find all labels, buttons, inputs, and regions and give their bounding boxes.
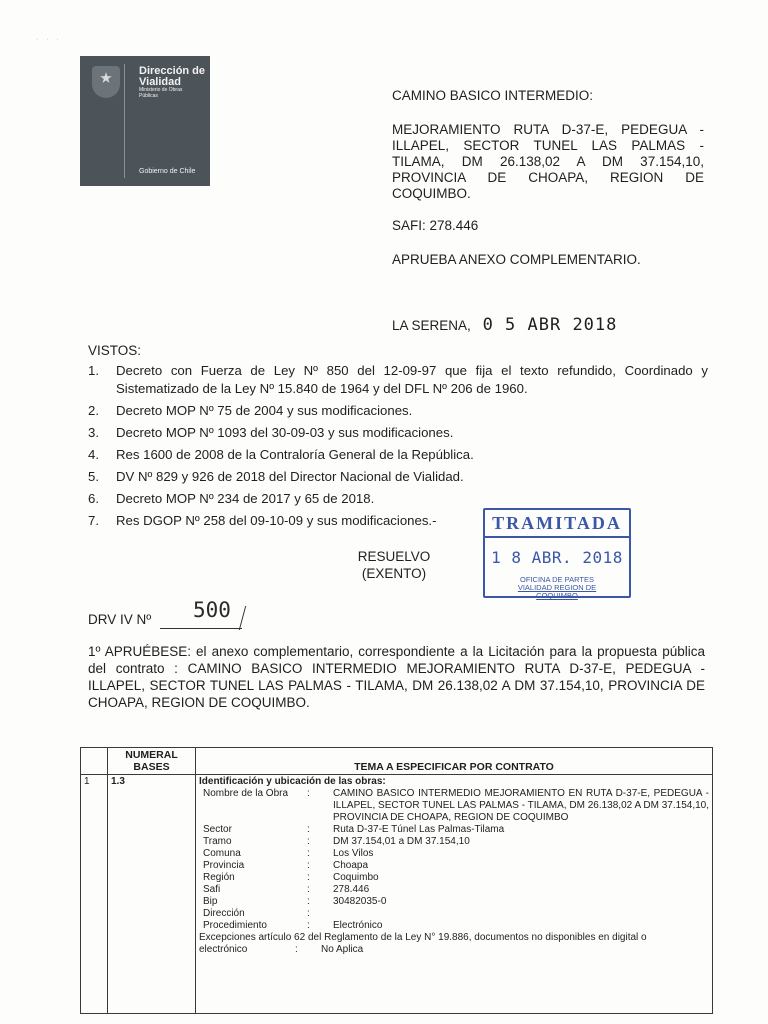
place-name: LA SERENA, bbox=[392, 318, 471, 333]
exceptions-value: No Aplica bbox=[321, 944, 364, 955]
place-date bbox=[392, 317, 704, 334]
list-item bbox=[88, 424, 708, 442]
project-title bbox=[392, 122, 704, 202]
field-row bbox=[199, 920, 709, 932]
header-topic: TEMA A ESPECIFICAR POR CONTRATO bbox=[196, 748, 713, 775]
field-row bbox=[199, 884, 709, 896]
field-value: Choapa bbox=[333, 860, 369, 871]
field-colon: : bbox=[307, 860, 310, 871]
field-label: Región bbox=[203, 872, 235, 883]
logo-title-line1: Dirección de bbox=[139, 65, 206, 77]
list-item bbox=[88, 402, 708, 420]
field-value: Los Vilos bbox=[333, 848, 374, 859]
field-label: Comuna bbox=[203, 848, 241, 859]
field-colon: : bbox=[307, 836, 310, 847]
field-row bbox=[199, 788, 709, 824]
field-label: Nombre de la Obra bbox=[203, 788, 289, 799]
field-value bbox=[333, 908, 709, 920]
item-number: 6. bbox=[88, 491, 99, 506]
field-colon: : bbox=[307, 896, 310, 907]
field-label: Bip bbox=[203, 896, 218, 907]
specification-table bbox=[80, 747, 713, 1014]
list-item bbox=[88, 446, 708, 464]
row-content bbox=[196, 775, 713, 1014]
section-title: Identificación y ubicación de las obras: bbox=[199, 776, 386, 787]
item-text: Decreto MOP Nº 234 de 2017 y 65 de 2018. bbox=[116, 491, 375, 506]
field-row bbox=[199, 836, 709, 848]
field-label: Tramo bbox=[203, 836, 232, 847]
item-text: Res 1600 de 2008 de la Contraloría General de la República. bbox=[116, 447, 474, 462]
project-line: COQUIMBO. bbox=[392, 186, 471, 201]
exceptions-label: electrónico bbox=[199, 944, 248, 955]
field-value: 30482035-0 bbox=[333, 896, 387, 907]
field-colon: : bbox=[307, 848, 310, 859]
logo-divider bbox=[124, 64, 125, 178]
field-label: Sector bbox=[203, 824, 232, 835]
logo-subtitle: Ministerio de Obras Públicas bbox=[139, 87, 183, 99]
stamp-divider bbox=[483, 536, 631, 538]
exceptions-text: Excepciones artículo 62 del Reglamento de la Ley N° 19.886, documentos no disponibles en digital o bbox=[199, 932, 647, 943]
project-line: TILAMA, DM 26.138,02 A DM 37.154,10, bbox=[392, 154, 704, 169]
item-number: 5. bbox=[88, 469, 99, 484]
tramitada-stamp bbox=[483, 508, 631, 598]
field-row bbox=[199, 848, 709, 860]
table-header-row bbox=[81, 748, 713, 775]
drv-slash bbox=[239, 606, 246, 630]
item-number: 1. bbox=[88, 363, 99, 378]
item-text: Res DGOP Nº 258 del 09-10-09 y sus modificaciones.- bbox=[116, 513, 437, 528]
item-number: 7. bbox=[88, 513, 99, 528]
vialidad-logo bbox=[80, 56, 210, 186]
stamp-office-line2: VIALIDAD REGION DE COQUIMBO bbox=[517, 583, 597, 600]
item-text: Decreto MOP Nº 1093 del 30-09-03 y sus modificaciones. bbox=[116, 425, 454, 440]
field-value: DM 37.154,01 a DM 37.154,10 bbox=[333, 836, 470, 847]
list-item bbox=[88, 362, 708, 398]
project-line: ILLAPEL, SECTOR TUNEL LAS PALMAS - bbox=[392, 138, 704, 153]
approves-line: APRUEBA ANEXO COMPLEMENTARIO. bbox=[392, 252, 641, 267]
program-title: CAMINO BASICO INTERMEDIO: bbox=[392, 88, 594, 103]
date-stamp: 0 5 ABR 2018 bbox=[482, 315, 618, 335]
field-value: Electrónico bbox=[333, 920, 383, 931]
list-item bbox=[88, 468, 708, 486]
first-resolution: 1º APRUÉBESE: el anexo complementario, correspondiente a la Licitación para la propuesta pública del contrato : CAMINO BASICO INTERMEDIO MEJORAMIENTO RUTA D-37-E, PEDEGUA - ILLAPEL, SECTOR TUNEL LAS PALMAS - TILAMA, DM 26.138,02 A DM 37.154,10, PROVINCIA DE CHOAPA, REGION DE COQUIMBO. bbox=[88, 644, 705, 710]
field-value: 278.446 bbox=[333, 884, 370, 895]
item-number: 3. bbox=[88, 425, 99, 440]
exceptions-colon: : bbox=[295, 944, 298, 955]
field-label: Dirección bbox=[203, 908, 245, 919]
stamp-office bbox=[499, 576, 615, 600]
row-numeral: 1.3 bbox=[108, 775, 196, 1014]
field-row bbox=[199, 860, 709, 872]
stamp-date: 1 8 ABR. 2018 bbox=[491, 548, 623, 567]
field-value: CAMINO BASICO INTERMEDIO MEJORAMIENTO EN RUTA D-37-E, PEDEGUA - ILLAPEL, SECTOR TUNEL LAS PALMAS - TILAMA, DM 26.138,02 A DM 37.154,10, PROVINCIA DE CHOAPA, REGION DE COQUIMBO bbox=[333, 788, 709, 823]
logo-title bbox=[139, 66, 205, 88]
exceptions-row bbox=[199, 944, 709, 956]
vistos-heading: VISTOS: bbox=[88, 343, 142, 358]
item-text: DV Nº 829 y 926 de 2018 del Director Nacional de Vialidad. bbox=[116, 469, 464, 484]
resuelvo-subtitle: (EXENTO) bbox=[361, 566, 427, 581]
drv-number: 500 bbox=[193, 598, 231, 622]
field-colon: : bbox=[307, 884, 310, 895]
resuelvo-title: RESUELVO bbox=[357, 549, 431, 564]
scan-artifact: · · · bbox=[36, 36, 62, 43]
field-label: Procedimiento bbox=[203, 920, 267, 931]
field-colon: : bbox=[307, 920, 310, 931]
row-index: 1 bbox=[81, 775, 108, 1014]
field-label: Provincia bbox=[203, 860, 245, 871]
field-colon: : bbox=[307, 824, 310, 835]
header-numeral: NUMERAL BASES bbox=[108, 748, 196, 775]
stamp-title: TRAMITADA bbox=[492, 513, 622, 533]
field-row bbox=[199, 896, 709, 908]
field-colon: : bbox=[307, 908, 310, 919]
drv-label: DRV IV Nº bbox=[88, 612, 152, 627]
field-value: Ruta D-37-E Túnel Las Palmas-Tilama bbox=[333, 824, 505, 835]
project-line: MEJORAMIENTO RUTA D-37-E, PEDEGUA - bbox=[392, 122, 704, 137]
field-row bbox=[199, 872, 709, 884]
field-label: Safi bbox=[203, 884, 221, 895]
item-number: 4. bbox=[88, 447, 99, 462]
item-text: Decreto con Fuerza de Ley Nº 850 del 12-09-97 que fija el texto refundido, Coordinado y Sistematizado de la Ley Nº 15.840 de 1964 y del DFL Nº 206 de 1960. bbox=[116, 363, 708, 396]
field-colon: : bbox=[307, 788, 310, 799]
header-index-cell bbox=[81, 748, 108, 775]
field-row bbox=[199, 824, 709, 836]
logo-title-line2: Vialidad bbox=[139, 76, 181, 88]
project-line: PROVINCIA DE CHOAPA, REGION DE bbox=[392, 170, 704, 185]
field-row bbox=[199, 908, 709, 920]
logo-footer: Gobierno de Chile bbox=[139, 168, 196, 175]
field-value: Coquimbo bbox=[333, 872, 379, 883]
resuelvo-block bbox=[354, 548, 434, 582]
list-item bbox=[88, 490, 708, 508]
stamp-office-line1: OFICINA DE PARTES bbox=[520, 575, 594, 584]
safi-line: SAFI: 278.446 bbox=[392, 218, 479, 233]
field-colon: : bbox=[307, 872, 310, 883]
chile-seal-icon bbox=[92, 66, 120, 98]
item-text: Decreto MOP Nº 75 de 2004 y sus modificaciones. bbox=[116, 403, 413, 418]
drv-underline bbox=[160, 628, 242, 629]
table-row bbox=[81, 775, 713, 1014]
item-number: 2. bbox=[88, 403, 99, 418]
